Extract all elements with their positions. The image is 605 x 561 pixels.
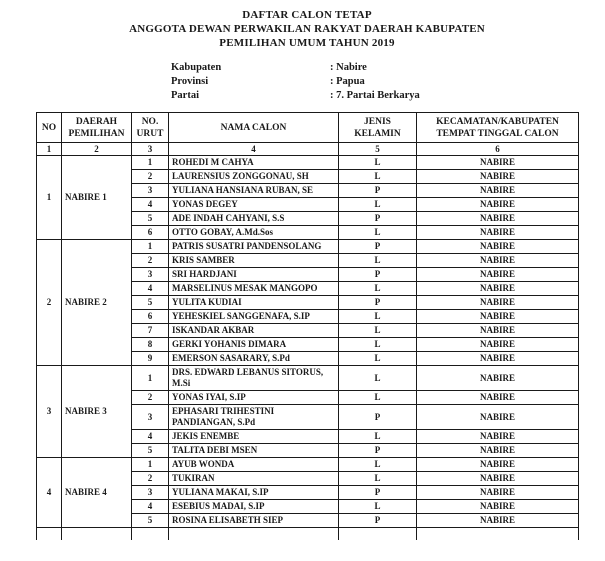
nomor-urut-cell: 1: [132, 240, 169, 254]
column-number: 3: [132, 143, 169, 156]
nomor-urut-cell: 7: [132, 324, 169, 338]
nomor-urut-cell: 2: [132, 170, 169, 184]
tempat-tinggal-cell: NABIRE: [417, 254, 579, 268]
jenis-kelamin-cell: P: [339, 212, 417, 226]
group-number-cell: 4: [37, 458, 62, 528]
header-no-urut: NO. URUT: [132, 113, 169, 143]
nama-calon-cell: ADE INDAH CAHYANI, S.S: [169, 212, 339, 226]
nomor-urut-cell: 5: [132, 296, 169, 310]
candidate-row: [37, 366, 579, 391]
nomor-urut-cell: 5: [132, 444, 169, 458]
tempat-tinggal-cell: NABIRE: [417, 310, 579, 324]
jenis-kelamin-cell: L: [339, 430, 417, 444]
jenis-kelamin-cell: L: [339, 472, 417, 486]
jenis-kelamin-cell: P: [339, 514, 417, 528]
nomor-urut-cell: 4: [132, 198, 169, 212]
jenis-kelamin-cell: L: [339, 500, 417, 514]
nomor-urut-cell: 6: [132, 310, 169, 324]
cropped-partial-row: [37, 528, 579, 540]
candidate-row: [37, 240, 579, 254]
nama-calon-cell: EPHASARI TRIHESTINI PANDIANGAN, S.Pd: [169, 405, 339, 430]
nama-calon-cell: AYUB WONDA: [169, 458, 339, 472]
tempat-tinggal-cell: NABIRE: [417, 198, 579, 212]
tempat-tinggal-cell: NABIRE: [417, 430, 579, 444]
jenis-kelamin-cell: L: [339, 391, 417, 405]
tempat-tinggal-cell: NABIRE: [417, 156, 579, 170]
nama-calon-cell: ISKANDAR AKBAR: [169, 324, 339, 338]
meta-row-provinsi: [171, 75, 605, 89]
nomor-urut-cell: 9: [132, 352, 169, 366]
jenis-kelamin-cell: L: [339, 156, 417, 170]
cropped-cell: [132, 528, 169, 540]
nama-calon-cell: YONAS IYAI, S.IP: [169, 391, 339, 405]
nama-calon-cell: TUKIRAN: [169, 472, 339, 486]
daerah-pemilihan-cell: NABIRE 4: [62, 458, 132, 528]
nama-calon-cell: ROHEDI M CAHYA: [169, 156, 339, 170]
group-number-cell: 3: [37, 366, 62, 458]
jenis-kelamin-cell: L: [339, 254, 417, 268]
cropped-cell: [62, 528, 132, 540]
provinsi-label: Provinsi: [171, 76, 209, 87]
title-line-3: PEMILIHAN UMUM TAHUN 2019: [219, 37, 395, 49]
jenis-kelamin-cell: L: [339, 338, 417, 352]
nomor-urut-cell: 1: [132, 366, 169, 391]
kabupaten-value: : Nabire: [330, 62, 367, 73]
cropped-cell: [417, 528, 579, 540]
header-jenis-kelamin: JENIS KELAMIN: [339, 113, 417, 143]
candidate-table-body: [37, 156, 579, 540]
column-number: 5: [339, 143, 417, 156]
jenis-kelamin-cell: L: [339, 458, 417, 472]
nama-calon-cell: ESEBIUS MADAI, S.IP: [169, 500, 339, 514]
nomor-urut-cell: 2: [132, 254, 169, 268]
cropped-cell: [339, 528, 417, 540]
nama-calon-cell: YULIANA MAKAI, S.IP: [169, 486, 339, 500]
tempat-tinggal-cell: NABIRE: [417, 324, 579, 338]
jenis-kelamin-cell: L: [339, 310, 417, 324]
nama-calon-cell: JEKIS ENEMBE: [169, 430, 339, 444]
nama-calon-cell: MARSELINUS MESAK MANGOPO: [169, 282, 339, 296]
nomor-urut-cell: 5: [132, 514, 169, 528]
column-number-row: [37, 143, 579, 156]
jenis-kelamin-cell: P: [339, 296, 417, 310]
candidate-row: [37, 458, 579, 472]
jenis-kelamin-cell: L: [339, 226, 417, 240]
partai-label: Partai: [171, 90, 199, 101]
nomor-urut-cell: 1: [132, 156, 169, 170]
tempat-tinggal-cell: NABIRE: [417, 212, 579, 226]
jenis-kelamin-cell: P: [339, 486, 417, 500]
daerah-pemilihan-cell: NABIRE 3: [62, 366, 132, 458]
nomor-urut-cell: 3: [132, 184, 169, 198]
tempat-tinggal-cell: NABIRE: [417, 514, 579, 528]
tempat-tinggal-cell: NABIRE: [417, 240, 579, 254]
group-number-cell: 1: [37, 156, 62, 240]
nama-calon-cell: DRS. EDWARD LEBANUS SITORUS, M.Si: [169, 366, 339, 391]
jenis-kelamin-cell: P: [339, 240, 417, 254]
tempat-tinggal-cell: NABIRE: [417, 170, 579, 184]
nama-calon-cell: YULIANA HANSIANA RUBAN, SE: [169, 184, 339, 198]
nama-calon-cell: GERKI YOHANIS DIMARA: [169, 338, 339, 352]
document-title: [36, 8, 578, 50]
tempat-tinggal-cell: NABIRE: [417, 366, 579, 391]
jenis-kelamin-cell: L: [339, 352, 417, 366]
header-daerah-pemilihan: DAERAH PEMILIHAN: [62, 113, 132, 143]
header-kecamatan: KECAMATAN/KABUPATEN TEMPAT TINGGAL CALON: [417, 113, 579, 143]
nomor-urut-cell: 8: [132, 338, 169, 352]
document-meta: [171, 61, 605, 103]
nomor-urut-cell: 1: [132, 458, 169, 472]
nama-calon-cell: PATRIS SUSATRI PANDENSOLANG: [169, 240, 339, 254]
cropped-cell: [37, 528, 62, 540]
tempat-tinggal-cell: NABIRE: [417, 444, 579, 458]
meta-row-partai: [171, 89, 605, 103]
tempat-tinggal-cell: NABIRE: [417, 486, 579, 500]
nama-calon-cell: YEHESKIEL SANGGENAFA, S.IP: [169, 310, 339, 324]
jenis-kelamin-cell: L: [339, 324, 417, 338]
jenis-kelamin-cell: L: [339, 366, 417, 391]
header-no: NO: [37, 113, 62, 143]
tempat-tinggal-cell: NABIRE: [417, 268, 579, 282]
tempat-tinggal-cell: NABIRE: [417, 352, 579, 366]
nama-calon-cell: KRIS SAMBER: [169, 254, 339, 268]
title-line-2: ANGGOTA DEWAN PERWAKILAN RAKYAT DAERAH KABUPATEN: [129, 23, 485, 35]
candidate-table: [36, 112, 579, 540]
jenis-kelamin-cell: L: [339, 170, 417, 184]
meta-row-kabupaten: [171, 61, 605, 75]
nomor-urut-cell: 3: [132, 405, 169, 430]
header-nama-calon: NAMA CALON: [169, 113, 339, 143]
tempat-tinggal-cell: NABIRE: [417, 226, 579, 240]
jenis-kelamin-cell: P: [339, 405, 417, 430]
candidate-row: [37, 156, 579, 170]
provinsi-value: : Papua: [330, 76, 365, 87]
tempat-tinggal-cell: NABIRE: [417, 391, 579, 405]
jenis-kelamin-cell: P: [339, 444, 417, 458]
nomor-urut-cell: 4: [132, 500, 169, 514]
tempat-tinggal-cell: NABIRE: [417, 296, 579, 310]
header-row: [37, 113, 579, 143]
nomor-urut-cell: 6: [132, 226, 169, 240]
nomor-urut-cell: 2: [132, 472, 169, 486]
daerah-pemilihan-cell: NABIRE 1: [62, 156, 132, 240]
tempat-tinggal-cell: NABIRE: [417, 184, 579, 198]
column-number: 4: [169, 143, 339, 156]
nama-calon-cell: ROSINA ELISABETH SIEP: [169, 514, 339, 528]
nomor-urut-cell: 3: [132, 268, 169, 282]
nama-calon-cell: EMERSON SASARARY, S.Pd: [169, 352, 339, 366]
jenis-kelamin-cell: P: [339, 184, 417, 198]
cropped-cell: [169, 528, 339, 540]
tempat-tinggal-cell: NABIRE: [417, 405, 579, 430]
tempat-tinggal-cell: NABIRE: [417, 282, 579, 296]
jenis-kelamin-cell: L: [339, 282, 417, 296]
nama-calon-cell: YULITA KUDIAI: [169, 296, 339, 310]
nama-calon-cell: TALITA DEBI MSEN: [169, 444, 339, 458]
nomor-urut-cell: 3: [132, 486, 169, 500]
tempat-tinggal-cell: NABIRE: [417, 338, 579, 352]
title-line-1: DAFTAR CALON TETAP: [242, 9, 372, 21]
tempat-tinggal-cell: NABIRE: [417, 472, 579, 486]
jenis-kelamin-cell: L: [339, 198, 417, 212]
jenis-kelamin-cell: P: [339, 268, 417, 282]
partai-value: : 7. Partai Berkarya: [330, 90, 420, 101]
column-number: 6: [417, 143, 579, 156]
tempat-tinggal-cell: NABIRE: [417, 458, 579, 472]
column-number: 1: [37, 143, 62, 156]
candidate-table-head: [37, 113, 579, 156]
nomor-urut-cell: 4: [132, 430, 169, 444]
nama-calon-cell: SRI HARDJANI: [169, 268, 339, 282]
nomor-urut-cell: 4: [132, 282, 169, 296]
column-number: 2: [62, 143, 132, 156]
nama-calon-cell: OTTO GOBAY, A.Md.Sos: [169, 226, 339, 240]
nomor-urut-cell: 2: [132, 391, 169, 405]
group-number-cell: 2: [37, 240, 62, 366]
daerah-pemilihan-cell: NABIRE 2: [62, 240, 132, 366]
kabupaten-label: Kabupaten: [171, 62, 222, 73]
nama-calon-cell: LAURENSIUS ZONGGONAU, SH: [169, 170, 339, 184]
nama-calon-cell: YONAS DEGEY: [169, 198, 339, 212]
nomor-urut-cell: 5: [132, 212, 169, 226]
tempat-tinggal-cell: NABIRE: [417, 500, 579, 514]
